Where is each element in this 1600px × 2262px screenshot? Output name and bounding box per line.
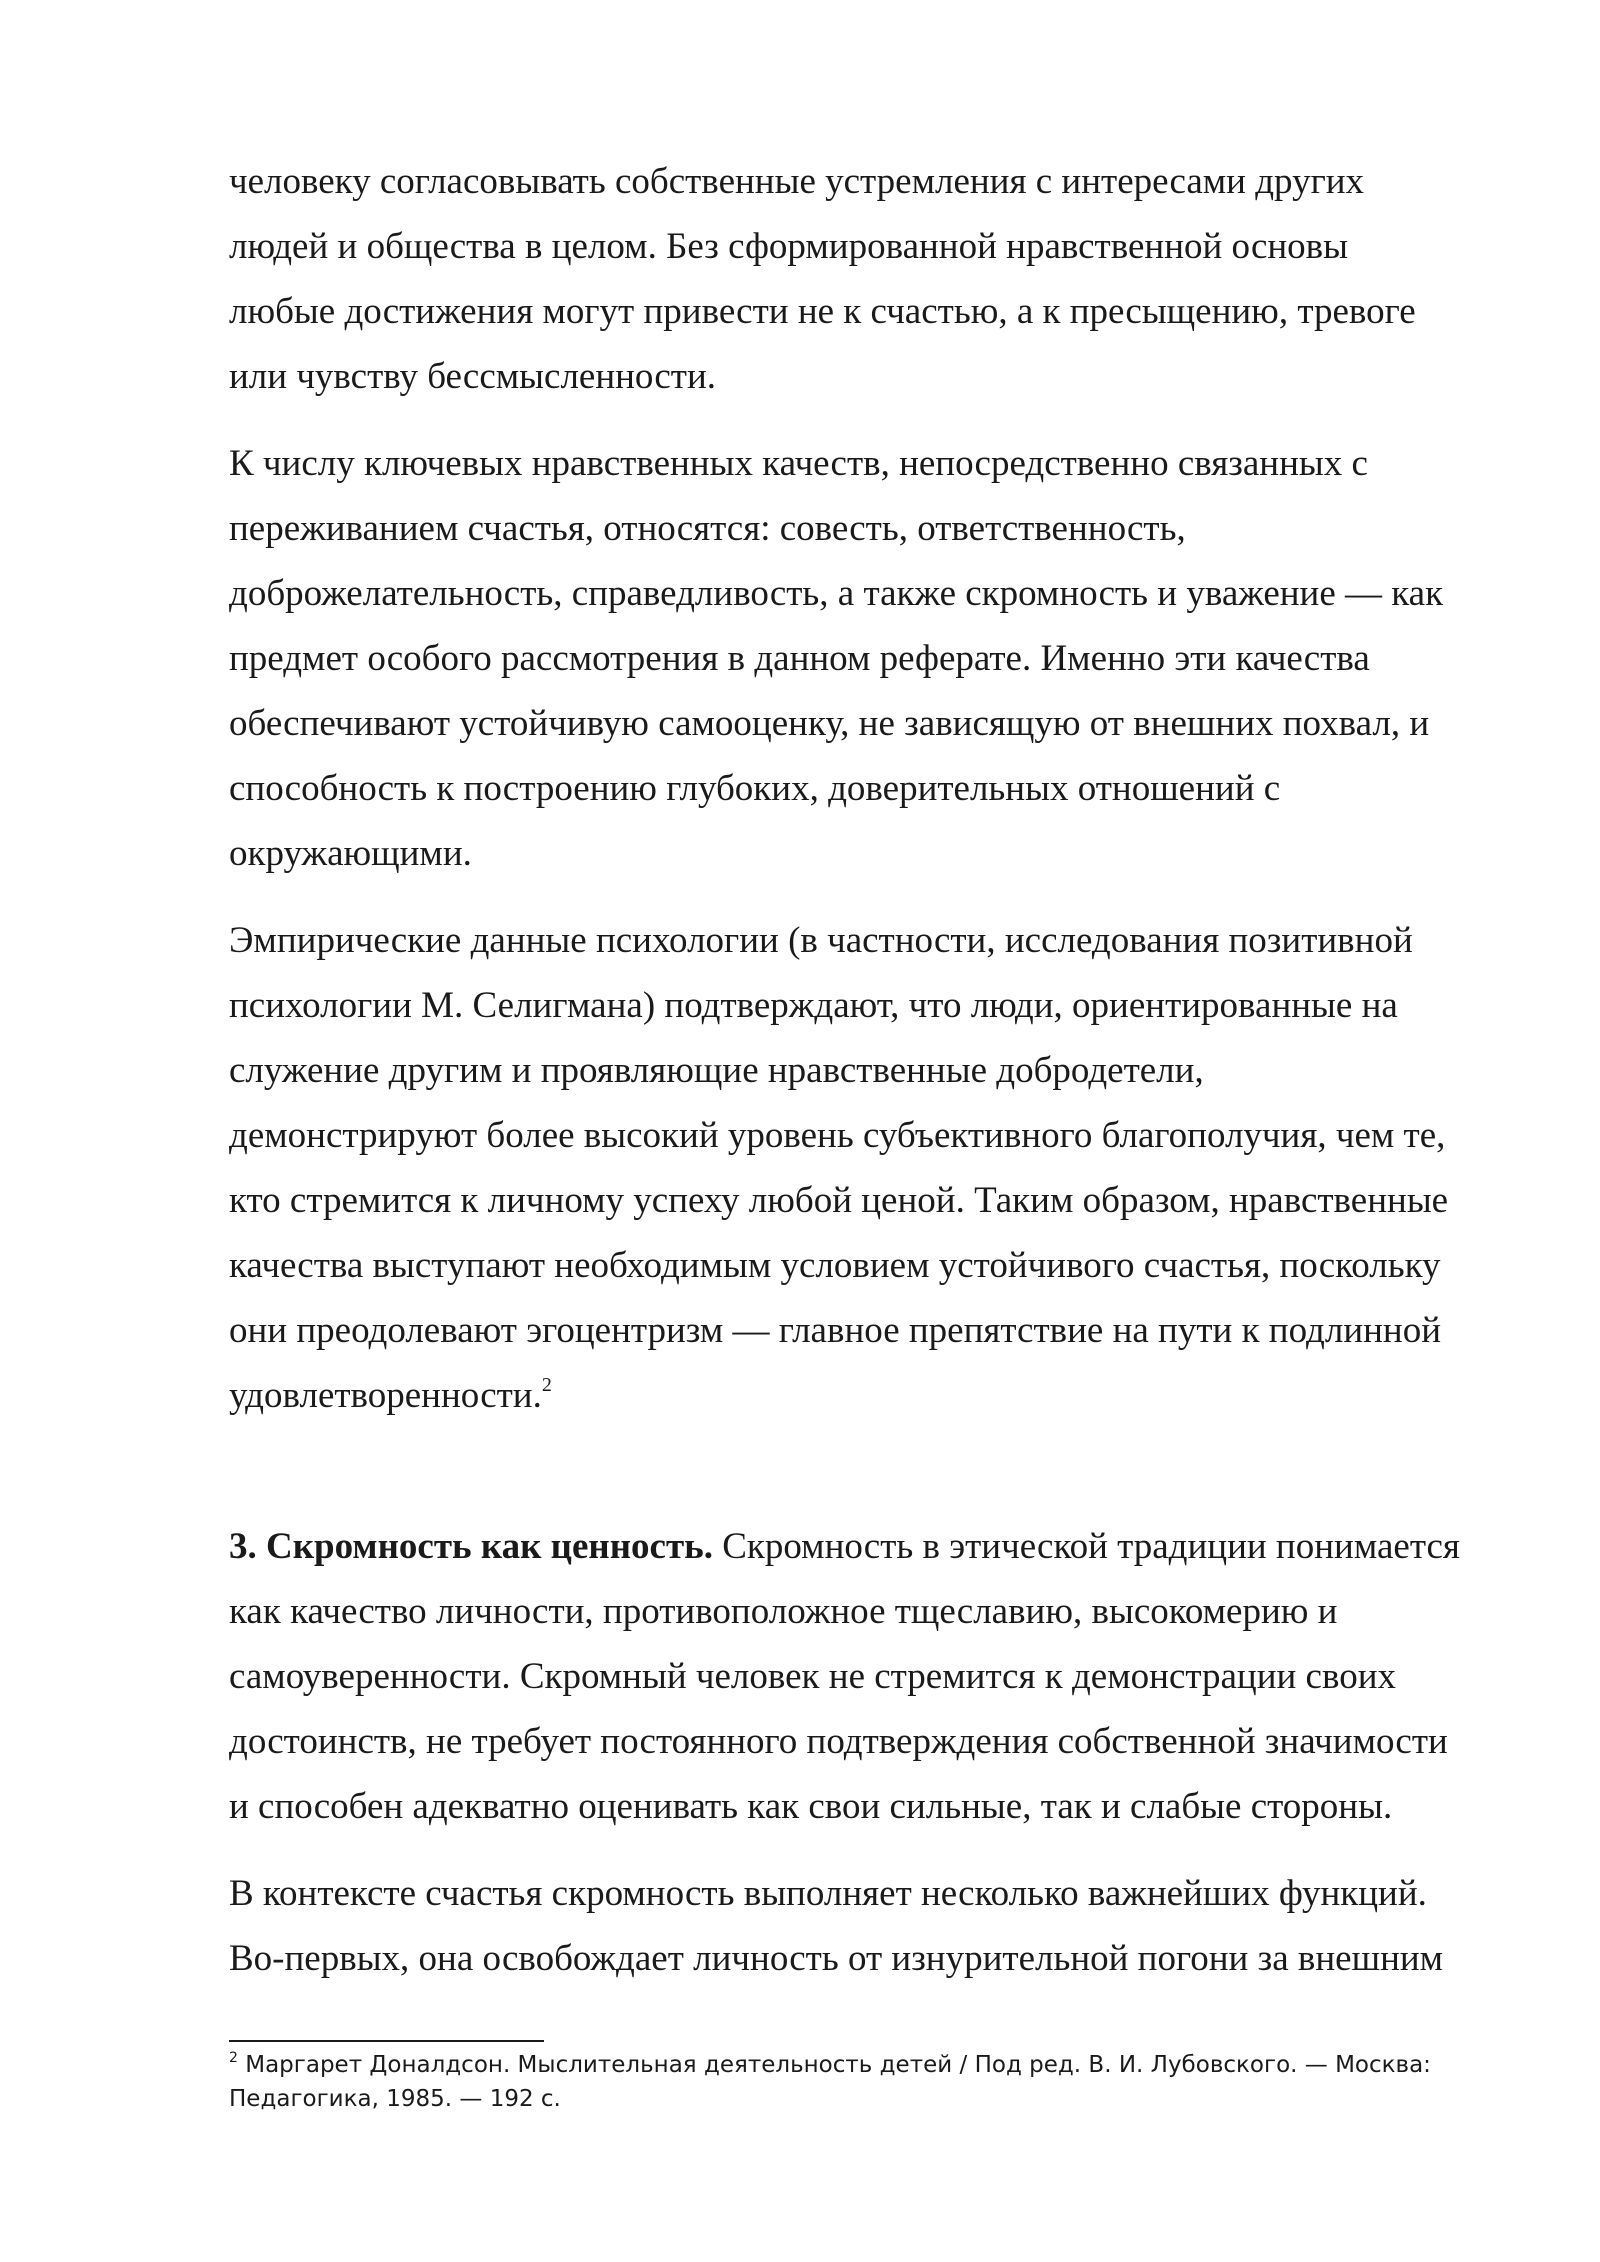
paragraph-section-3 (229, 1514, 1494, 1839)
section-heading: 3. Скромность как ценность. (229, 1526, 713, 1567)
text-line: и способен адекватно оценивать как свои сильные, так и слабые стороны. (229, 1786, 1393, 1827)
text-line: В контексте счастья скромность выполняет несколько важнейших функций. (229, 1873, 1427, 1914)
text-line: любые достижения могут привести не к счастью, а к пресыщению, тревоге (229, 291, 1416, 332)
text-line: переживанием счастья, относятся: совесть, ответственность, (229, 508, 1186, 549)
text-line-content: Скромность в этической традиции понимается (712, 1526, 1460, 1567)
text-line: способность к построению глубоких, доверительных отношений с (229, 768, 1281, 809)
text-line: предмет особого рассмотрения в данном реферате. Именно эти качества (229, 638, 1370, 679)
text-line: они преодолевают эгоцентризм — главное препятствие на пути к подлинной (229, 1310, 1442, 1351)
footnote-separator (229, 2040, 544, 2042)
text-line: К числу ключевых нравственных качеств, непосредственно связанных с (229, 443, 1368, 484)
paragraph-1 (229, 149, 1494, 409)
text-line (229, 1363, 1494, 1428)
text-line-content: удовлетворенности. (229, 1375, 542, 1416)
footnote-line (229, 2048, 1494, 2082)
text-line: самоуверенности. Скромный человек не стремится к демонстрации своих (229, 1656, 1396, 1697)
text-line: человеку согласовывать собственные устремления с интересами других (229, 161, 1365, 202)
text-line: людей и общества в целом. Без сформированной нравственной основы (229, 226, 1349, 267)
text-line: окружающими. (229, 833, 472, 874)
text-line: Эмпирические данные психологии (в частности, исследования позитивной (229, 920, 1413, 961)
text-line: или чувству бессмысленности. (229, 356, 716, 397)
text-line: психологии М. Селигмана) подтверждают, что люди, ориентированные на (229, 985, 1398, 1026)
text-line: достоинств, не требует постоянного подтверждения собственной значимости (229, 1721, 1448, 1762)
text-line: Во-первых, она освобождает личность от изнурительной погони за внешним (229, 1938, 1444, 1979)
text-line: кто стремится к личному успеху любой ценой. Таким образом, нравственные (229, 1180, 1449, 1221)
text-line: служение другим и проявляющие нравственные добродетели, (229, 1050, 1204, 1091)
text-line: как качество личности, противоположное тщеславию, высокомерию и (229, 1591, 1338, 1632)
text-line: доброжелательность, справедливость, а также скромность и уважение — как (229, 573, 1444, 614)
footnote-text: Маргарет Доналдсон. Мыслительная деятельность детей / Под ред. В. И. Лубовского. — Москва: (237, 2052, 1431, 2078)
text-line: демонстрируют более высокий уровень субъективного благополучия, чем те, (229, 1115, 1446, 1156)
paragraph-2 (229, 431, 1494, 886)
footnote (229, 2048, 1494, 2116)
footnote-line: Педагогика, 1985. — 192 с. (229, 2086, 561, 2112)
paragraph-3 (229, 908, 1494, 1428)
footnote-number: 2 (229, 2050, 238, 2066)
document-body (229, 149, 1494, 2013)
text-line (229, 1514, 1494, 1579)
footnote-reference[interactable]: 2 (541, 1374, 552, 1396)
paragraph-5 (229, 1861, 1494, 1991)
text-line: обеспечивают устойчивую самооценку, не зависящую от внешних похвал, и (229, 703, 1430, 744)
text-line: качества выступают необходимым условием устойчивого счастья, поскольку (229, 1245, 1441, 1286)
